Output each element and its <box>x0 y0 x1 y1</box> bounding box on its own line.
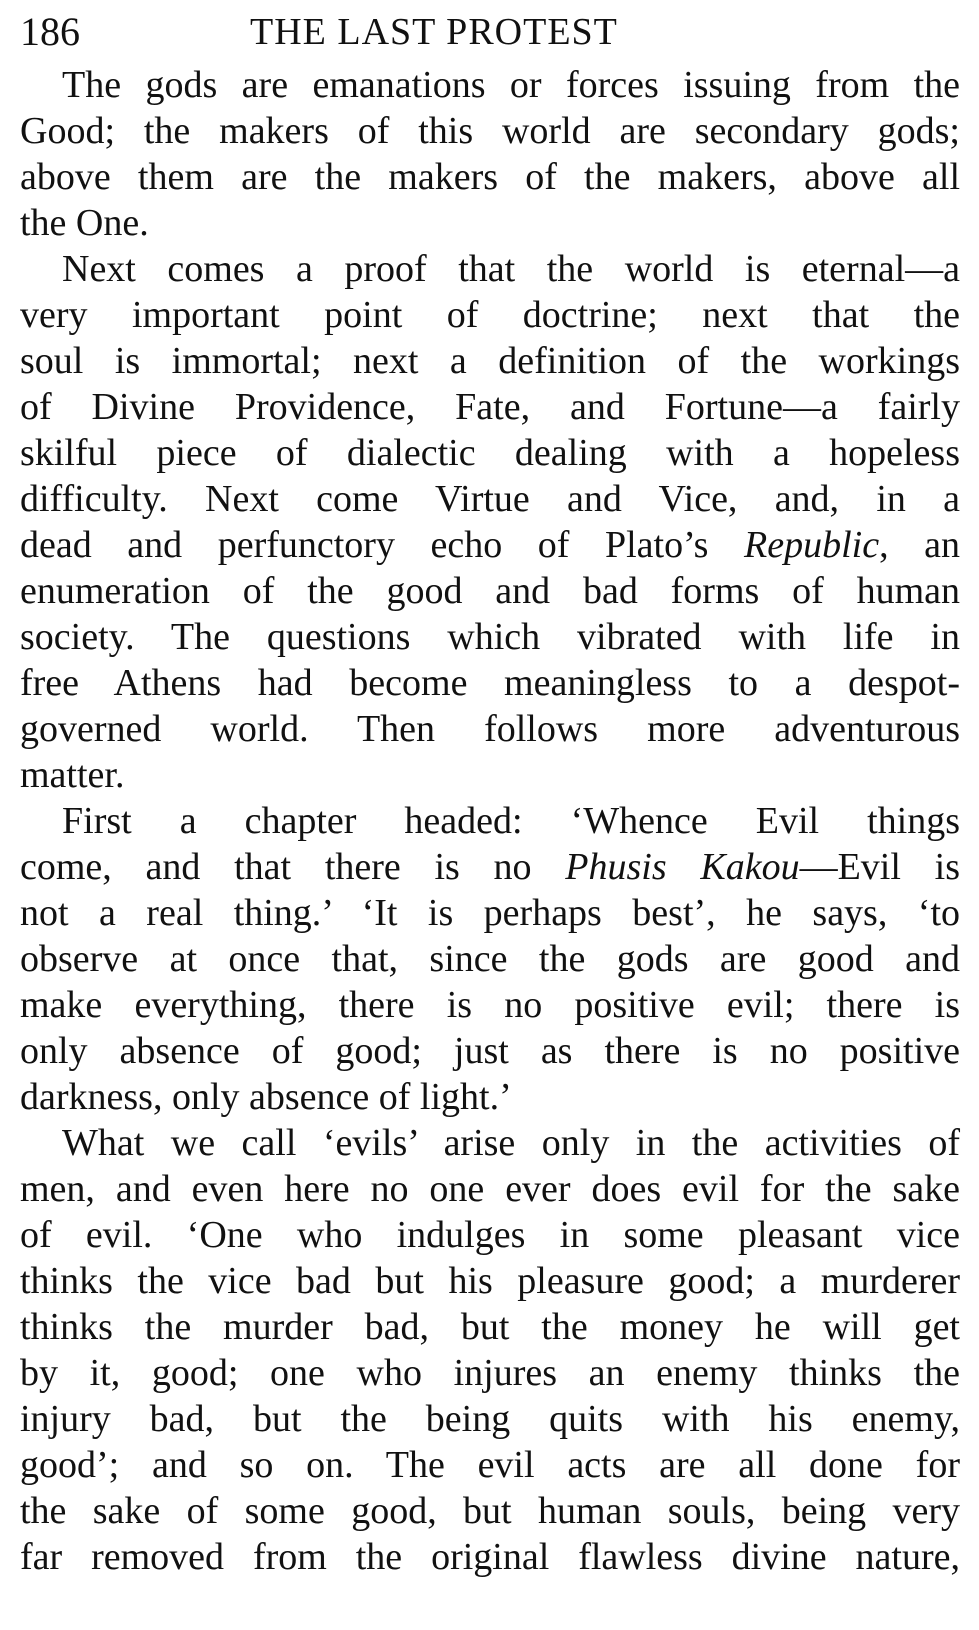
text-line: free Athens had become meaningless to a despot- <box>20 662 960 704</box>
text-line: of evil. ‘One who indulges in some pleasant vice <box>20 1214 960 1256</box>
text-segment: come, and that there is no <box>20 846 566 888</box>
text-line: of Divine Providence, Fate, and Fortune—a fairly <box>20 386 960 428</box>
text-line: Next comes a proof that the world is eternal—a <box>62 248 960 290</box>
book-page <box>20 0 960 1630</box>
text-line: enumeration of the good and bad forms of human <box>20 570 960 612</box>
text-line: good’; and so on. The evil acts are all done for <box>20 1444 960 1486</box>
text-line: What we call ‘evils’ arise only in the activities of <box>62 1122 960 1164</box>
text-line: men, and even here no one ever does evil for the sake <box>20 1168 960 1210</box>
text-segment: dead and perfunctory echo of Plato’s <box>20 524 745 566</box>
text-line: make everything, there is no positive evil; there is <box>20 984 960 1026</box>
text-line: First a chapter headed: ‘Whence Evil things <box>62 800 960 842</box>
text-line: thinks the vice bad but his pleasure good; a murderer <box>20 1260 960 1302</box>
text-line: skilful piece of dialectic dealing with a hopeless <box>20 432 960 474</box>
text-line: Good; the makers of this world are secondary gods; <box>20 110 960 152</box>
text-line: difficulty. Next come Virtue and Vice, and, in a <box>20 478 960 520</box>
text-line: the sake of some good, but human souls, being very <box>20 1490 960 1532</box>
text-line: governed world. Then follows more adventurous <box>20 708 960 750</box>
text-line: The gods are emanations or forces issuing from the <box>62 64 960 106</box>
text-line: above them are the makers of the makers, above all <box>20 156 960 198</box>
italic-term: Phusis Kakou <box>565 846 800 888</box>
text-line: thinks the murder bad, but the money he will get <box>20 1306 960 1348</box>
text-line: by it, good; one who injures an enemy thinks the <box>20 1352 960 1394</box>
text-line: matter. <box>20 754 125 796</box>
text-line: the One. <box>20 202 149 244</box>
body-text <box>20 62 960 1580</box>
text-line: society. The questions which vibrated with life in <box>20 616 960 658</box>
text-segment: , an <box>879 524 960 566</box>
text-line: darkness, only absence of light.’ <box>20 1076 512 1118</box>
text-line <box>20 522 960 568</box>
page-header <box>20 0 960 62</box>
text-line: not a real thing.’ ‘It is perhaps best’, he says, ‘to <box>20 892 960 934</box>
paragraph <box>20 62 960 246</box>
paragraph <box>20 798 960 1120</box>
text-segment: —Evil is <box>799 846 960 888</box>
paragraph <box>20 246 960 798</box>
text-line: very important point of doctrine; next that the <box>20 294 960 336</box>
text-line: observe at once that, since the gods are good and <box>20 938 960 980</box>
text-line <box>20 844 960 890</box>
text-line: only absence of good; just as there is no positive <box>20 1030 960 1072</box>
paragraph <box>20 1120 960 1580</box>
italic-title: Republic <box>744 524 880 566</box>
text-line: far removed from the original flawless divine nature, <box>20 1536 960 1578</box>
text-line: injury bad, but the being quits with his enemy, <box>20 1398 960 1440</box>
running-head: THE LAST PROTEST <box>250 11 618 53</box>
text-line: soul is immortal; next a definition of the workings <box>20 340 960 382</box>
page-number: 186 <box>20 9 80 54</box>
